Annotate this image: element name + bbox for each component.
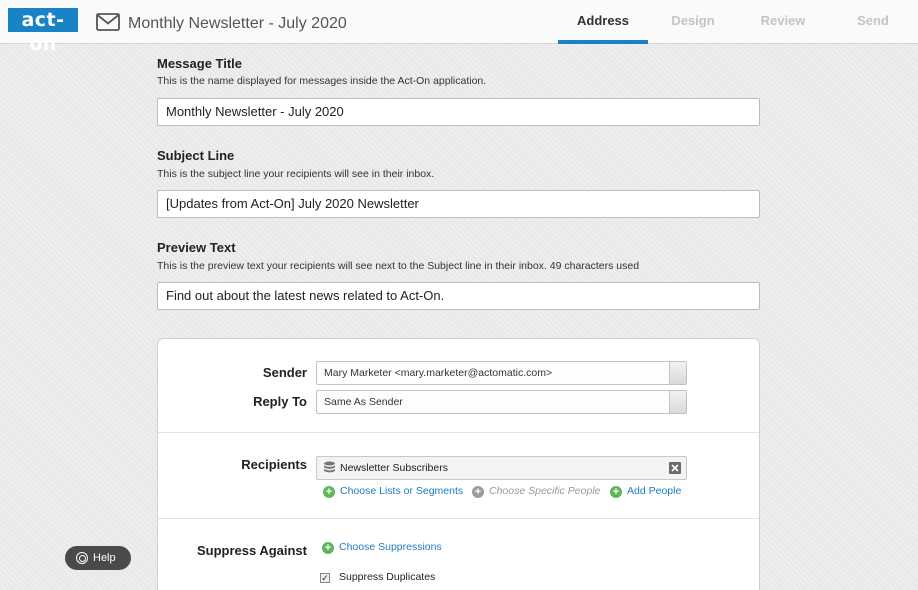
tab-review[interactable]: Review: [760, 13, 806, 28]
sender-select[interactable]: [316, 361, 687, 385]
suppress-against-label: Suppress Against: [196, 543, 307, 558]
subject-line-description: This is the subject line your recipients will see in their inbox.: [157, 168, 435, 180]
suppress-duplicates-checkbox[interactable]: ✓: [321, 573, 329, 583]
tab-address[interactable]: Address: [558, 0, 648, 44]
envelope-icon: [96, 12, 120, 32]
sender-dropdown-button[interactable]: [669, 362, 686, 384]
reply-to-select[interactable]: [316, 390, 687, 414]
top-bar: [0, 0, 918, 55]
act-on-logo[interactable]: act-on: [8, 8, 78, 32]
message-title-description: This is the name displayed for messages inside the Act-On application.: [157, 75, 487, 87]
addressing-panel: [157, 338, 760, 590]
tab-design[interactable]: Design: [671, 13, 715, 28]
reply-to-label: Reply To: [253, 394, 307, 409]
reply-to-dropdown-button[interactable]: [669, 391, 686, 413]
add-circle-icon: +: [322, 542, 334, 554]
recipients-list-name: Newsletter Subscribers: [340, 462, 448, 474]
preview-text-input[interactable]: Find out about the latest news related to Act-On.: [157, 282, 760, 310]
preview-text-description: This is the preview text your recipients will see next to the Subject line in their inbox. 49 characters used: [157, 260, 640, 272]
message-title-input[interactable]: Monthly Newsletter - July 2020: [157, 98, 760, 126]
add-circle-icon: +: [610, 486, 622, 498]
choose-specific-people-link[interactable]: Choose Specific People: [489, 485, 601, 497]
add-circle-icon-disabled: +: [472, 486, 484, 498]
subject-line-heading: Subject Line: [157, 148, 235, 163]
add-circle-icon: +: [323, 486, 335, 498]
lifebuoy-icon: [76, 552, 88, 564]
sender-label: Sender: [262, 365, 307, 380]
choose-suppressions-link[interactable]: Choose Suppressions: [339, 541, 442, 553]
choose-lists-link[interactable]: Choose Lists or Segments: [340, 485, 464, 497]
message-title-header: Monthly Newsletter - July 2020: [128, 15, 347, 32]
subject-line-input[interactable]: [Updates from Act-On] July 2020 Newsletter: [157, 190, 760, 218]
preview-text-heading: Preview Text: [157, 240, 236, 255]
help-label: Help: [93, 552, 116, 564]
reply-to-value: Same As Sender: [324, 396, 403, 408]
message-title-heading: Message Title: [157, 56, 243, 71]
suppress-duplicates-label: Suppress Duplicates: [339, 571, 436, 583]
section-divider: [158, 432, 759, 433]
remove-icon[interactable]: [669, 462, 681, 474]
sender-value: Mary Marketer <mary.marketer@actomatic.com>: [324, 367, 553, 379]
recipients-list-chip[interactable]: [316, 456, 687, 480]
section-divider: [158, 518, 759, 519]
tab-send[interactable]: Send: [857, 13, 889, 28]
help-button[interactable]: [65, 546, 131, 570]
database-icon: [323, 461, 336, 475]
recipients-label: Recipients: [241, 457, 307, 472]
add-people-link[interactable]: Add People: [627, 485, 682, 497]
